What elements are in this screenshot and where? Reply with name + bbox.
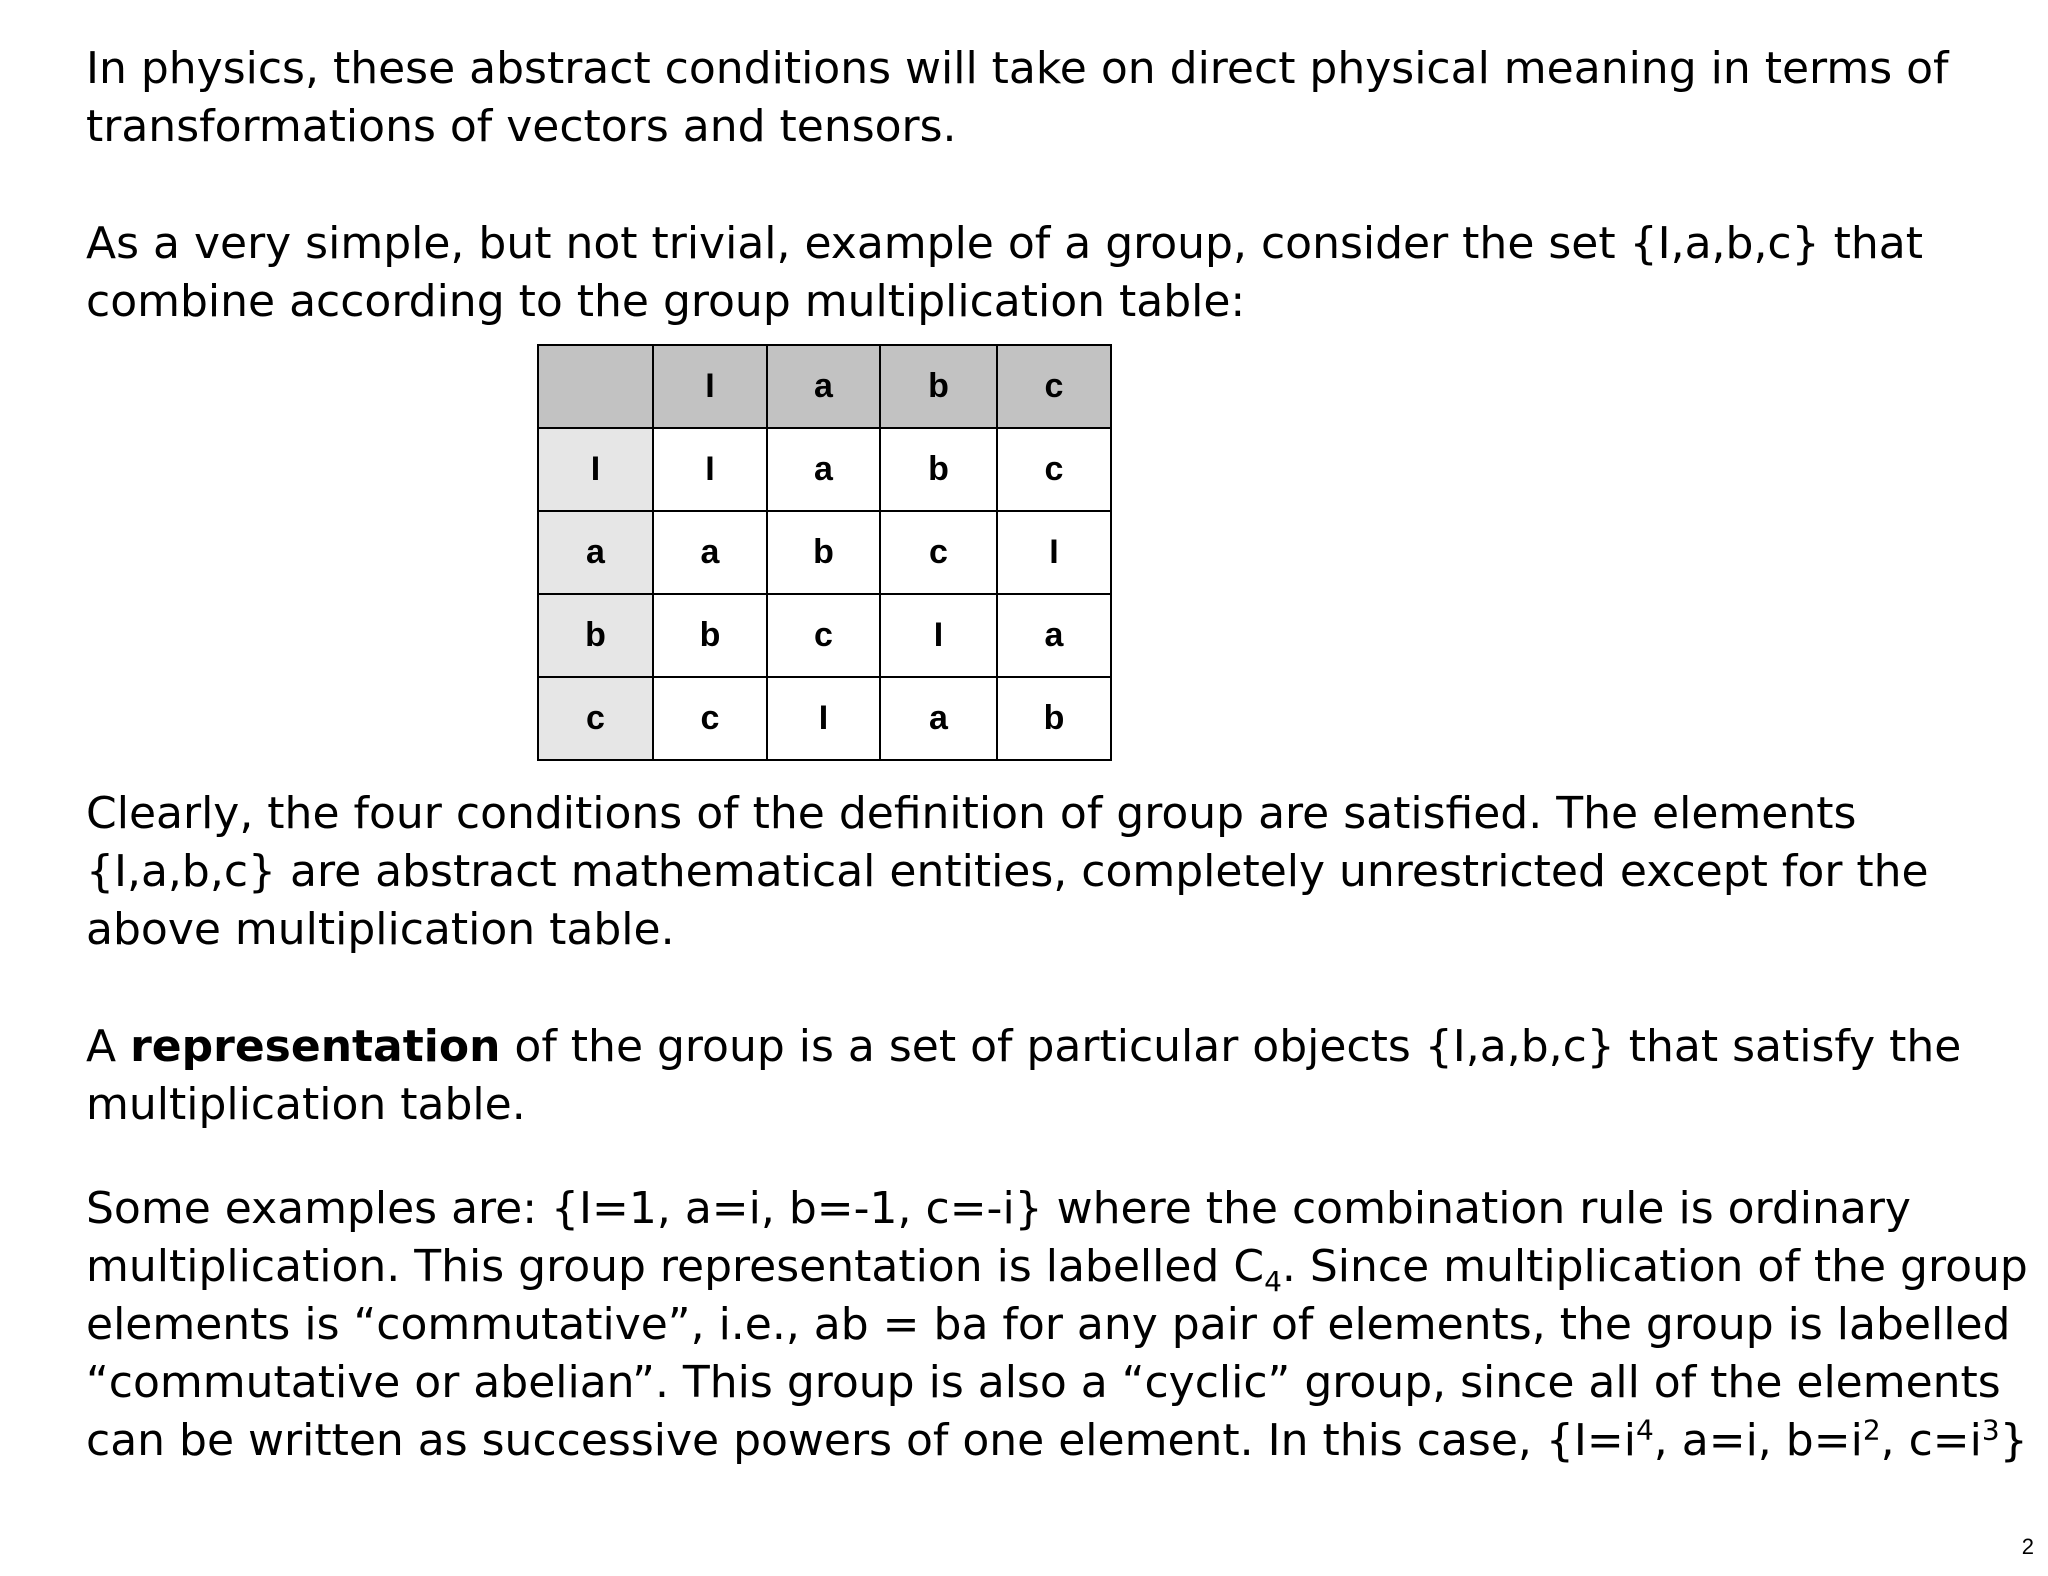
table-row-header-cell: I: [538, 428, 653, 511]
paragraph-text: , a=i, b=i: [1653, 1415, 1863, 1466]
table-cell: I: [880, 594, 997, 677]
table-cell: c: [767, 594, 880, 677]
paragraph-text: . Since multiplication of the group: [1281, 1241, 2028, 1292]
paragraph-line: combine according to the group multiplication table:: [86, 276, 1246, 327]
paragraph-text: , c=i: [1880, 1415, 1982, 1466]
paragraph-line: Some examples are: {I=1, a=i, b=-1, c=-i} where the combination rule is ordinary: [86, 1183, 1911, 1234]
table-cell: b: [997, 677, 1111, 760]
table-cell: a: [880, 677, 997, 760]
paragraph-text: }: [1999, 1415, 2028, 1466]
table-header-cell: [538, 345, 653, 428]
table-cell: b: [880, 428, 997, 511]
table-header-cell: b: [880, 345, 997, 428]
paragraph-line: [86, 1412, 2028, 1470]
paragraph-line: multiplication table.: [86, 1079, 526, 1130]
table-row-header-cell: b: [538, 594, 653, 677]
table-cell: a: [653, 511, 767, 594]
paragraph-line: above multiplication table.: [86, 904, 675, 955]
table-cell: a: [767, 428, 880, 511]
table-row: [538, 594, 1111, 677]
bold-term-representation: representation: [130, 1021, 501, 1072]
paragraph-intro: [86, 40, 1949, 156]
table-header-row: [538, 345, 1111, 428]
table-cell: c: [653, 677, 767, 760]
table-cell: c: [880, 511, 997, 594]
table-row: [538, 428, 1111, 511]
table-cell: b: [767, 511, 880, 594]
paragraph-line: Clearly, the four conditions of the definition of group are satisfied. The elements: [86, 788, 1857, 839]
paragraph-line: As a very simple, but not trivial, example of a group, consider the set {I,a,b,c} that: [86, 218, 1923, 269]
paragraph-text: multiplication. This group representation is labelled C: [86, 1241, 1265, 1292]
superscript: 2: [1862, 1413, 1881, 1447]
table-cell: I: [653, 428, 767, 511]
table-row: [538, 511, 1111, 594]
table-cell: c: [997, 428, 1111, 511]
paragraph-line: “commutative or abelian”. This group is also a “cyclic” group, since all of the elements: [86, 1357, 2001, 1408]
paragraph-line: elements is “commutative”, i.e., ab = ba for any pair of elements, the group is labelled: [86, 1299, 2011, 1350]
table-header-cell: c: [997, 345, 1111, 428]
table-cell: I: [767, 677, 880, 760]
paragraph-line: {I,a,b,c} are abstract mathematical entities, completely unrestricted except for the: [86, 846, 1929, 897]
page-number: 2: [2021, 1534, 2034, 1559]
paragraph-representation: [86, 1018, 1961, 1134]
paragraph-conditions: [86, 785, 1929, 959]
superscript: 4: [1635, 1413, 1654, 1447]
table-header-cell: I: [653, 345, 767, 428]
table-header-cell: a: [767, 345, 880, 428]
paragraph-line: In physics, these abstract conditions will take on direct physical meaning in terms of: [86, 43, 1949, 94]
table-cell: b: [653, 594, 767, 677]
paragraph-line: transformations of vectors and tensors.: [86, 101, 957, 152]
table-cell: I: [997, 511, 1111, 594]
multiplication-table: [537, 344, 1112, 761]
paragraph-line: [86, 1238, 2028, 1296]
paragraph-example: [86, 215, 1923, 331]
paragraph-text: of the group is a set of particular objects {I,a,b,c} that satisfy the: [500, 1021, 1962, 1072]
paragraph-text: A: [86, 1021, 131, 1072]
table-row-header-cell: c: [538, 677, 653, 760]
paragraph-examples: [86, 1180, 2028, 1470]
paragraph-text: can be written as successive powers of one element. In this case, {I=i: [86, 1415, 1636, 1466]
table-row-header-cell: a: [538, 511, 653, 594]
subscript: 4: [1264, 1264, 1282, 1298]
table-row: [538, 677, 1111, 760]
table-cell: a: [997, 594, 1111, 677]
superscript: 3: [1981, 1413, 2000, 1447]
